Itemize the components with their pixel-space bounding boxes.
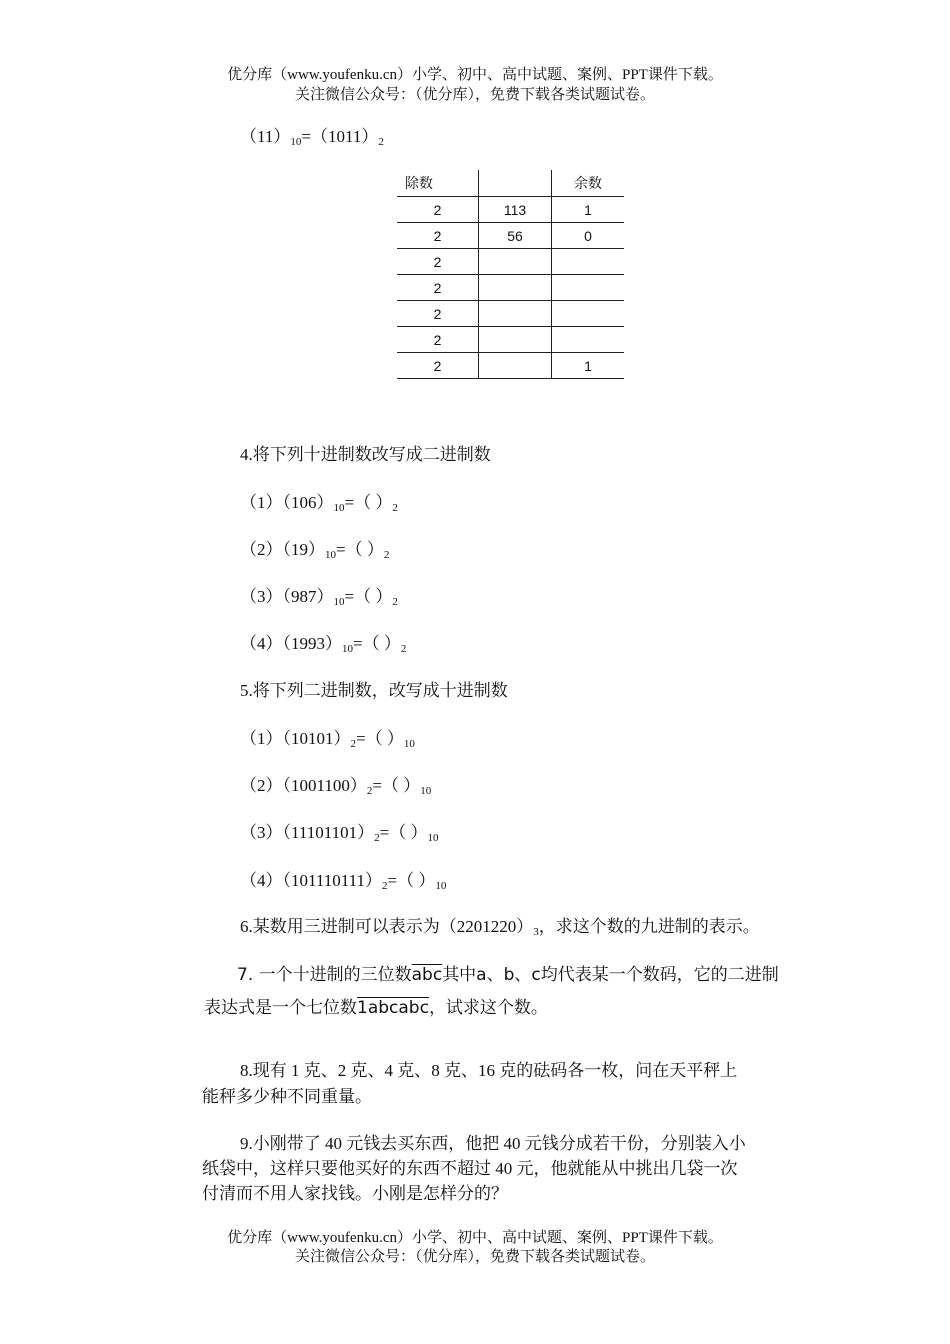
- quotient-cell: [479, 353, 552, 379]
- item-to-base: 2: [400, 643, 407, 655]
- remainder-cell: [552, 327, 625, 353]
- item-number: （1001100）: [282, 776, 367, 795]
- example-conversion: [240, 126, 384, 153]
- remainder-cell: 1: [552, 353, 625, 379]
- example-right-base: 2: [378, 136, 384, 148]
- q4-item-2: [240, 539, 389, 566]
- q7-number: 1abcabc: [357, 998, 429, 1018]
- item-from-base: 2: [381, 880, 388, 892]
- item-from-base: 2: [350, 738, 356, 750]
- division-table-header: [397, 170, 624, 197]
- q9-line2: 纸袋中，这样只要他买好的东西不超过 40 元，他就能从中挑出几袋一次: [202, 1159, 738, 1178]
- item-to-base: 2: [392, 502, 398, 514]
- item-number: （1993）: [282, 634, 342, 653]
- item-index: （3）: [240, 587, 283, 606]
- q8-line2: 能秤多少种不同重量。: [202, 1087, 372, 1106]
- quotient-cell: [479, 275, 552, 301]
- q4-item-1: [240, 492, 398, 519]
- quotient-cell: [479, 301, 552, 327]
- item-to-base: 10: [435, 880, 447, 892]
- page-header-line1: 优分库（www.youfenku.cn）小学、初中、高中试题、案例、PPT课件下载。: [227, 67, 723, 83]
- q7-text-b: 其中a、b、c均代表某一个数码，它的二进制: [442, 965, 779, 985]
- item-number: （11101101）: [282, 823, 375, 842]
- table-row: [397, 301, 624, 327]
- q7-text-c: 表达式是一个七位数: [204, 998, 357, 1018]
- item-to-base: 2: [383, 549, 390, 561]
- example-left: （11）: [240, 127, 291, 146]
- example-left-base: 10: [290, 136, 302, 148]
- q5-title: 5.将下列二进制数，改写成十进制数: [240, 681, 508, 700]
- header-remainder: 余数: [552, 170, 625, 197]
- q4-title: 4.将下列十进制数改写成二进制数: [240, 445, 491, 464]
- page-footer-line2: 关注微信公众号：（优分库），免费下载各类试题试卷。: [294, 1249, 655, 1265]
- item-index: （2）: [240, 776, 283, 795]
- remainder-cell: 0: [552, 223, 625, 249]
- item-answer-blank: =（ ）: [372, 776, 421, 795]
- divisor-cell: 2: [397, 197, 479, 223]
- item-answer-blank: =（ ）: [336, 540, 384, 559]
- divisor-cell: 2: [397, 327, 479, 353]
- q4-item-4: [240, 633, 406, 660]
- item-answer-blank: =（ ）: [344, 587, 393, 606]
- divisor-cell: 2: [397, 249, 479, 275]
- divisor-cell: 2: [397, 301, 479, 327]
- item-to-base: 10: [420, 785, 432, 797]
- item-from-base: 10: [333, 596, 345, 608]
- page-footer-line1: 优分库（www.youfenku.cn）小学、初中、高中试题、案例、PPT课件下载。: [227, 1230, 723, 1246]
- divisor-cell: 2: [397, 223, 479, 249]
- item-index: （1）: [240, 493, 283, 512]
- example-eq: =（1011）: [301, 127, 379, 146]
- header-quotient: [479, 170, 552, 197]
- q7-line1: [237, 964, 779, 986]
- division-table: [397, 170, 624, 379]
- quotient-cell: 56: [479, 223, 552, 249]
- item-index: （4）: [240, 871, 283, 890]
- table-row: [397, 197, 624, 223]
- q7-abc: $\overline{abc}$: [411, 965, 443, 985]
- remainder-cell: [552, 249, 625, 275]
- item-number: （19）: [282, 540, 325, 559]
- item-answer-blank: =（ ）: [356, 729, 404, 748]
- q8-line1: 8.现有 1 克、2 克、4 克、8 克、16 克的砝码各一枚，问在天平秤上: [240, 1061, 738, 1080]
- q6-text-b: ，求这个数的九进制的表示。: [538, 917, 760, 936]
- remainder-cell: [552, 301, 625, 327]
- table-row: [397, 249, 624, 275]
- item-from-base: 10: [333, 502, 345, 514]
- item-index: （4）: [240, 634, 283, 653]
- q7-text-d: ，试求这个数。: [428, 998, 548, 1018]
- item-answer-blank: =（ ）: [353, 634, 401, 653]
- page-header-line2: 关注微信公众号：（优分库），免费下载各类试题试卷。: [294, 87, 655, 103]
- item-answer-blank: =（ ）: [379, 823, 428, 842]
- item-from-base: 10: [342, 643, 353, 655]
- item-number: （106）: [282, 493, 334, 512]
- item-from-base: 2: [374, 832, 380, 844]
- q5-item-1: [240, 728, 415, 755]
- divisor-cell: 2: [397, 275, 479, 301]
- item-number: （987）: [282, 587, 334, 606]
- q5-item-4: [240, 870, 446, 897]
- item-index: （2）: [240, 540, 283, 559]
- q4-item-3: [240, 586, 398, 613]
- remainder-cell: [552, 275, 625, 301]
- item-number: （10101）: [282, 729, 351, 748]
- item-from-base: 10: [325, 549, 336, 561]
- remainder-cell: 1: [552, 197, 625, 223]
- quotient-cell: [479, 327, 552, 353]
- item-to-base: 2: [392, 596, 398, 608]
- table-row: [397, 327, 624, 353]
- q9-line1: 9.小刚带了 40 元钱去买东西，他把 40 元钱分成若干份，分别装入小: [240, 1134, 746, 1153]
- item-index: （3）: [240, 823, 283, 842]
- q7-text-a: 7. 一个十进制的三位数: [237, 965, 412, 985]
- q9-line3: 付清而不用人家找钱。小刚是怎样分的？: [202, 1184, 508, 1203]
- table-row: [397, 275, 624, 301]
- q6-text: [240, 916, 760, 943]
- q6-base: 3: [533, 926, 539, 938]
- item-from-base: 2: [366, 785, 373, 797]
- q5-item-3: [240, 822, 438, 849]
- header-divisor: 除数: [397, 170, 479, 197]
- q6-text-a: 6.某数用三进制可以表示为（2201220）: [240, 917, 534, 936]
- quotient-cell: 113: [479, 197, 552, 223]
- q5-item-2: [240, 775, 431, 802]
- table-row: [397, 353, 624, 379]
- table-row: [397, 223, 624, 249]
- item-answer-blank: =（ ）: [387, 871, 436, 890]
- q7-line2: [204, 997, 548, 1019]
- item-number: （101110111）: [282, 871, 382, 890]
- item-index: （1）: [240, 729, 283, 748]
- item-to-base: 10: [427, 832, 439, 844]
- quotient-cell: [479, 249, 552, 275]
- divisor-cell: 2: [397, 353, 479, 379]
- item-answer-blank: =（ ）: [344, 493, 393, 512]
- item-to-base: 10: [403, 738, 415, 750]
